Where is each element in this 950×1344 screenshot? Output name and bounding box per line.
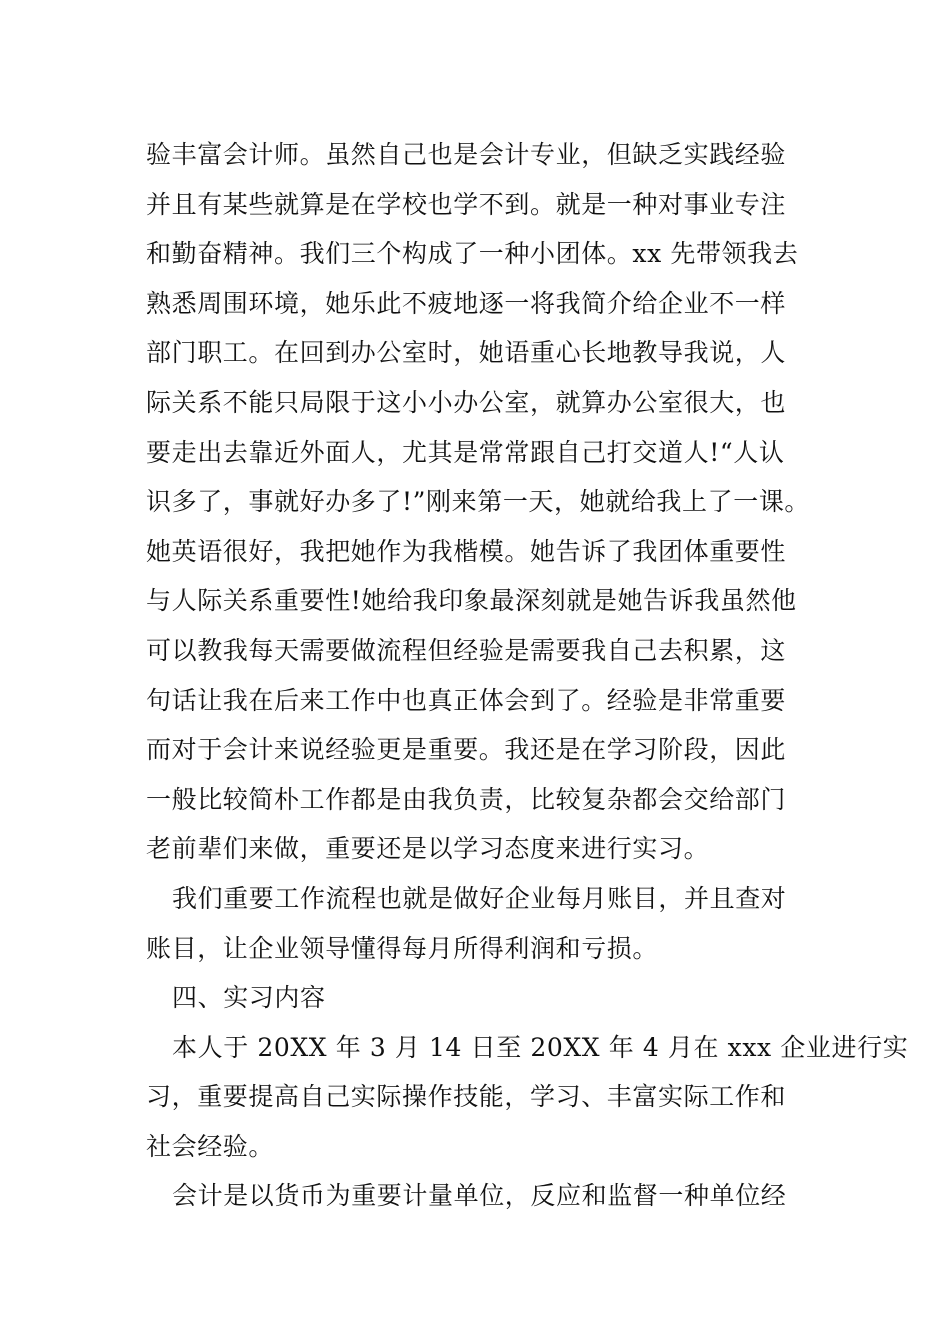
text-line: 要走出去靠近外面人，尤其是常常跟自己打交道人!“人认 bbox=[146, 437, 785, 467]
text-line: 可以教我每天需要做流程但经验是需要我自己去积累，这 bbox=[146, 635, 787, 665]
text-line: 际关系不能只局限于这小小办公室，就算办公室很大，也 bbox=[146, 387, 787, 417]
text-line: 社会经验。 bbox=[146, 1131, 275, 1161]
text-line: 而对于会计来说经验更是重要。我还是在学习阶段，因此 bbox=[146, 735, 787, 765]
paragraph-first-line: 我们重要工作流程也就是做好企业每月账目，并且查对 bbox=[172, 883, 787, 913]
text-line: 并且有某些就算是在学校也学不到。就是一种对事业专注 bbox=[146, 189, 787, 219]
text-line: 熟悉周围环境，她乐此不疲地逐一将我简介给企业不一样 bbox=[146, 288, 787, 318]
text-line: 账目，让企业领导懂得每月所得利润和亏损。 bbox=[146, 933, 659, 963]
text-line: 习，重要提高自己实际操作技能，学习、丰富实际工作和 bbox=[146, 1082, 787, 1112]
text-line: 她英语很好，我把她作为我楷模。她告诉了我团体重要性 bbox=[146, 536, 787, 566]
text-line: 和勤奋精神。我们三个构成了一种小团体。xx 先带领我去 bbox=[146, 239, 799, 269]
paragraph-first-line: 会计是以货币为重要计量单位，反应和监督一种单位经 bbox=[172, 1181, 787, 1211]
section-heading: 四、实习内容 bbox=[172, 983, 326, 1013]
text-line: 部门职工。在回到办公室时，她语重心长地教导我说，人 bbox=[146, 338, 787, 368]
paragraph-first-line: 本人于 20XX 年 3 月 14 日至 20XX 年 4 月在 xxx 企业进行实 bbox=[172, 1032, 909, 1062]
text-line: 老前辈们来做，重要还是以学习态度来进行实习。 bbox=[146, 834, 710, 864]
text-line: 句话让我在后来工作中也真正体会到了。经验是非常重要 bbox=[146, 685, 787, 715]
text-line: 验丰富会计师。虽然自己也是会计专业，但缺乏实践经验 bbox=[146, 140, 787, 169]
text-line: 识多了，事就好办多了!”刚来第一天，她就给我上了一课。 bbox=[146, 487, 811, 517]
text-line: 与人际关系重要性!她给我印象最深刻就是她告诉我虽然他 bbox=[146, 586, 797, 616]
text-line: 一般比较简朴工作都是由我负责，比较复杂都会交给部门 bbox=[146, 784, 787, 814]
document-body bbox=[146, 130, 909, 1221]
